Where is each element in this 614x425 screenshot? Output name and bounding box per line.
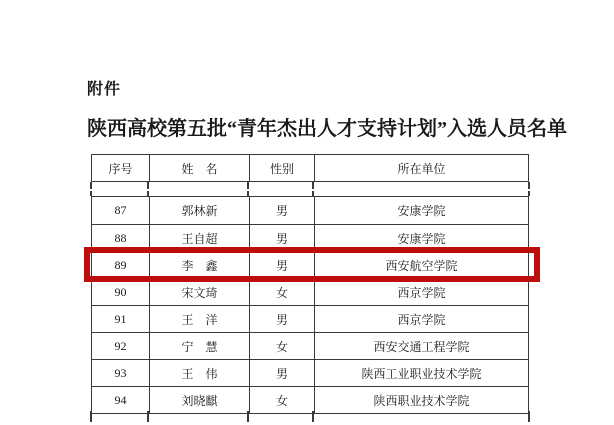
table-header	[91, 154, 529, 182]
table-gridline-stub	[90, 191, 92, 196]
table-row	[92, 359, 528, 386]
column-header-unit: 所在单位	[314, 155, 528, 181]
cell-gender: 女	[249, 279, 314, 305]
cell-gender: 男	[249, 225, 314, 251]
table-gridline-stub	[247, 411, 249, 422]
table-row	[92, 224, 528, 251]
column-header-gender: 性别	[249, 155, 314, 181]
cell-unit: 陕西职业技术学院	[314, 387, 528, 413]
cell-gender: 女	[249, 333, 314, 359]
cell-unit: 西京学院	[314, 306, 528, 332]
cell-gender: 男	[249, 197, 314, 224]
cell-no: 88	[114, 230, 127, 245]
table-row	[92, 305, 528, 332]
table-gridline-stub	[312, 411, 314, 422]
table-gridline-stub	[147, 182, 149, 189]
cell-name: 王 伟	[149, 360, 249, 386]
cell-gender: 男	[249, 252, 314, 278]
cell-no: 92	[114, 338, 127, 353]
cell-name: 郭林新	[149, 197, 249, 224]
table-gridline-stub	[90, 411, 92, 422]
cell-name: 刘晓麒	[149, 387, 249, 413]
table-row	[92, 251, 528, 278]
cell-gender: 女	[249, 387, 314, 413]
table-gridline-stub	[247, 191, 249, 196]
cell-no: 89	[114, 257, 127, 272]
cell-gender: 男	[249, 360, 314, 386]
table-gridline-stub	[312, 182, 314, 189]
table-gridline-stub	[528, 182, 530, 189]
cell-unit: 西京学院	[314, 279, 528, 305]
page-title: 陕西高校第五批“青年杰出人才支持计划”入选人员名单	[87, 118, 567, 140]
table-gridline-stub	[312, 191, 314, 196]
table-gridline-stub	[90, 182, 92, 189]
table-gridline-stub	[528, 191, 530, 196]
cell-name: 王 洋	[149, 306, 249, 332]
cell-name: 王自超	[149, 225, 249, 251]
table-gridline-stub	[528, 411, 530, 422]
cell-name: 李 鑫	[149, 252, 249, 278]
table-row	[92, 197, 528, 224]
table-row	[92, 278, 528, 305]
column-header-no: 序号	[108, 161, 133, 176]
cell-no: 87	[114, 203, 127, 217]
cell-gender: 男	[249, 306, 314, 332]
column-header-name: 姓 名	[149, 155, 249, 181]
cell-name: 宋文琦	[149, 279, 249, 305]
table-gridline-stub	[247, 182, 249, 189]
cell-no: 91	[114, 311, 127, 326]
cell-no: 90	[114, 284, 127, 299]
cell-unit: 安康学院	[314, 197, 528, 224]
table-row	[92, 332, 528, 359]
cell-no: 93	[114, 365, 127, 380]
table-gridline-stub	[147, 191, 149, 196]
attachment-label: 附件	[87, 81, 122, 98]
table-gridline-stub	[147, 411, 149, 422]
cell-unit: 安康学院	[314, 225, 528, 251]
cell-unit: 西安交通工程学院	[314, 333, 528, 359]
cell-name: 宁 慧	[149, 333, 249, 359]
table-row	[92, 386, 528, 413]
cell-unit: 西安航空学院	[314, 252, 528, 278]
cell-unit: 陕西工业职业技术学院	[314, 360, 528, 386]
table-body	[91, 196, 529, 414]
cell-no: 94	[114, 392, 127, 407]
